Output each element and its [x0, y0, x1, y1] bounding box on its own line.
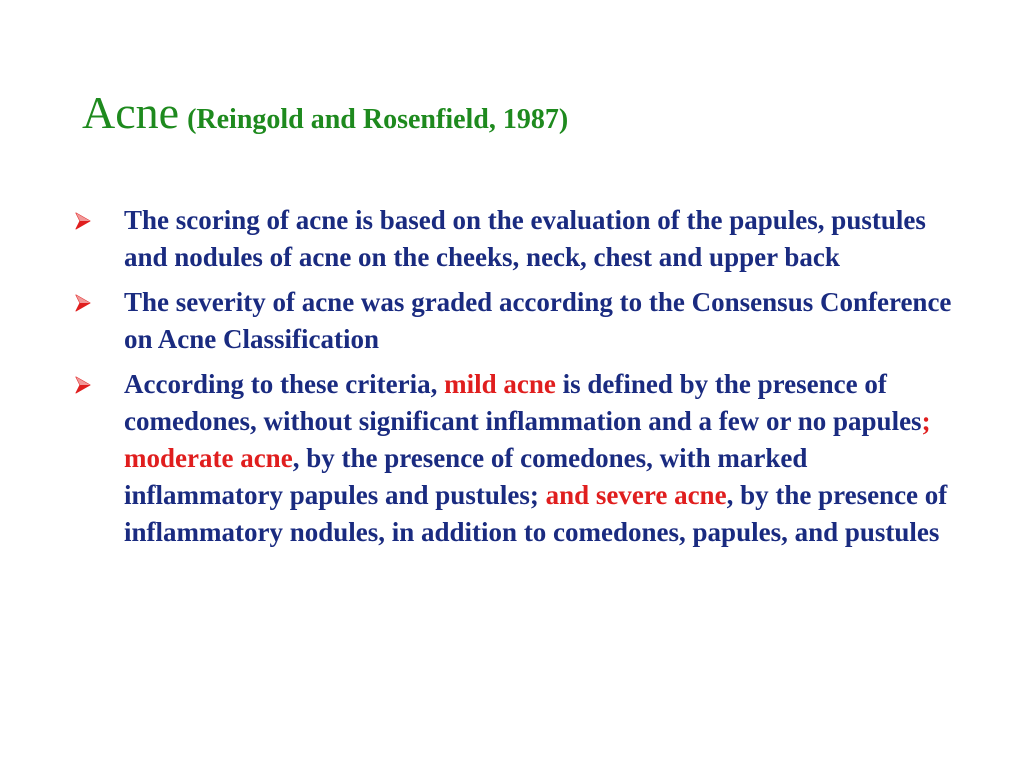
arrowhead-bullet-icon [72, 366, 94, 403]
title-main: Acne [82, 87, 180, 138]
highlight-moderate-acne: ; moderate acne [124, 406, 931, 473]
criteria-text-mild: is defined by the presence of comedones, without significant inflammation and a few or no papules [124, 369, 922, 436]
bullet-item-scoring [72, 202, 952, 276]
arrowhead-bullet-icon [72, 284, 94, 321]
bullet-text-criteria [124, 369, 947, 547]
criteria-text-intro: According to these criteria, [124, 369, 445, 399]
bullet-text-scoring: The scoring of acne is based on the evaluation of the papules, pustules and nodules of acne on the cheeks, neck, chest and upper back [124, 205, 926, 272]
bullet-list [72, 202, 952, 559]
bullet-item-criteria [72, 366, 952, 551]
bullet-text-severity: The severity of acne was graded according to the Consensus Conference on Acne Classification [124, 287, 952, 354]
highlight-mild-acne: mild acne [444, 369, 556, 399]
criteria-text-severe: , by the presence of inflammatory nodules, in addition to comedones, papules, and pustules [124, 480, 948, 547]
bullet-item-severity [72, 284, 952, 358]
highlight-severe-acne: and severe acne [545, 480, 727, 510]
criteria-text-moderate: , by the presence of comedones, with marked inflammatory papules and pustules; [124, 443, 808, 510]
title-citation: (Reingold and Rosenfield, 1987) [187, 104, 569, 135]
slide-title [82, 86, 568, 139]
arrowhead-bullet-icon [72, 202, 94, 239]
